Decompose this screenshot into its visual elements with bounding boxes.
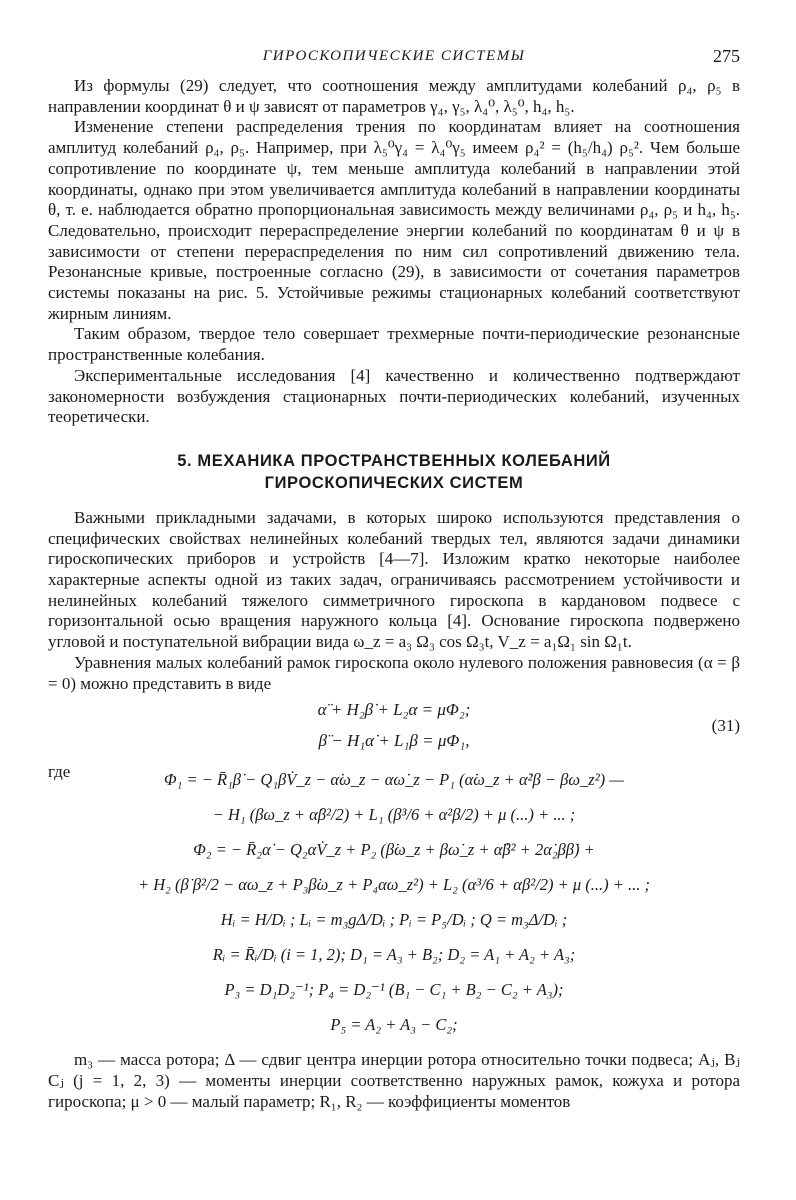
paragraph: Важными прикладными задачами, в которых широко используются представления о специфических свойствах нелинейных колебаний твердых тел, являются задачи динамики гироскопических приборов и устройств [4—7]. Изложим кратко некоторые наиболее характерные аспекты одной из таких задач, ограничиваясь рассмотрением устойчивости и нелинейных колебаний тяжелого симметричного гироскопа в кардановом подвесе с горизонтальной осью вращения наружного кольца [4]. Основание гироскопа подвержено угловой и поступательной вибрации вида ω_z = a₃ Ω₃ cos Ω₃t, V_z = a₁Ω₁ sin Ω₁t. — [48, 507, 740, 652]
paragraph: Экспериментальные исследования [4] качественно и количественно подтверждают закономерности возбуждения стационарных почти-периодических колебаний, изученных теоретически. — [48, 365, 740, 427]
formula-line: Hᵢ = H/Dᵢ ; Lᵢ = m₃gΔ/Dᵢ ; Pᵢ = P₅/Dᵢ ; Q = m₃Δ/Dᵢ ; — [220, 910, 568, 930]
page-header — [48, 36, 740, 76]
page-number: 275 — [713, 46, 740, 66]
formula-line: + H₂ (β̇ β²/2 − αω_z + P₃β̇ω_z + P₄αω_z²) + L₂ (α³/6 + αβ²/2) + μ (...) + ... ; — [137, 875, 651, 895]
formula-line: P₃ = D₁D₂⁻¹; P₄ = D₂⁻¹ (B₁ − C₁ + B₂ − C₂ + A₃); — [224, 980, 564, 1000]
section-heading-line: ГИРОСКОПИЧЕСКИХ СИСТЕМ — [264, 473, 524, 492]
paragraph: Таким образом, твердое тело совершает трехмерные почти-периодические резонансные пространственные колебания. — [48, 324, 740, 365]
section-heading-line: 5. МЕХАНИКА ПРОСТРАНСТВЕННЫХ КОЛЕБАНИЙ — [177, 451, 611, 470]
equation-line: β̈ − H₁α̇ + L₁β = μΦ₁, — [318, 731, 470, 751]
formula-line: Φ₂ = − R̄₂α̇ − Q₂αV̇_z + P₂ (β̇ω_z + βω̇_z + α̈β² + 2α̇₂ββ̇) + — [193, 840, 595, 860]
formula-line: Rᵢ = R̄ᵢ/Dᵢ (i = 1, 2); D₁ = A₃ + B₂; D₂ = A₁ + A₂ + A₃; — [212, 945, 576, 965]
equation-system-31 — [48, 694, 740, 756]
book-page — [48, 36, 740, 1112]
paragraph: Изменение степени распределения трения по координатам влияет на соотношения амплитуд колебаний ρ₄, ρ₅. Например, при λ₅⁰γ₄ = λ₄⁰γ₅ имеем ρ₄² = (h₅/h₄) ρ₅². Чем больше сопротивление по координате ψ, тем меньше амплитуда колебаний в направлении этой координаты, однако при этом увеличивается амплитуда колебаний в направлении координаты θ, т. е. наблюдается обратно пропорциональная зависимость между величинами ρ₄, ρ₅ и h₄, h₅. Следовательно, происходит перераспределение энергии колебаний по координатам θ и ψ в зависимости от степени перераспределения по ним сил сопротивлений движению тела. Резонансные кривые, построенные согласно (29), в зависимости от сочетания параметров системы показаны на рис. 5. Устойчивые режимы стационарных колебаний соответствуют жирным линиям. — [48, 117, 740, 323]
paragraph: Уравнения малых колебаний рамок гироскопа около нулевого положения равновесия (α = β = 0) можно представить в виде — [48, 652, 740, 693]
paragraph: m₃ — масса ротора; Δ — сдвиг центра инерции ротора относительно точки подвеса; Aⱼ, Bⱼ Cⱼ (j = 1, 2, 3) — моменты инерции соответственно наружных рамок, кожуха и ротора гироскопа; μ > 0 — малый параметр; R₁, R₂ — коэффициенты моментов — [48, 1050, 740, 1111]
where-label: где — [48, 762, 71, 782]
equation-number: (31) — [711, 716, 740, 736]
formula-block — [48, 762, 740, 1042]
formula-line: P₅ = A₂ + A₃ − C₂; — [330, 1015, 458, 1035]
running-title: ГИРОСКОПИЧЕСКИЕ СИСТЕМЫ — [262, 48, 526, 64]
equation-line: α̈ + H₂β̇ + L₂α = μΦ₂; — [317, 700, 471, 720]
formula-line: Φ₁ = − R̄₁β̇ − Q₁βV̇_z − α̇ω_z − αω̇_z − P₁ (α̇ω_z + α̇²β − βω_z²) — — [164, 770, 624, 790]
formula-line: − H₁ (βω_z + α̇β²/2) + L₁ (β³/6 + α²β/2) + μ (...) + ... ; — [212, 805, 576, 825]
section-heading — [48, 450, 740, 494]
paragraph: Из формулы (29) следует, что соотношения между амплитудами колебаний ρ₄, ρ₅ в направлении координат θ и ψ зависят от параметров γ₄, γ₅, λ₄⁰, λ₅⁰, h₄, h₅. — [48, 76, 740, 116]
